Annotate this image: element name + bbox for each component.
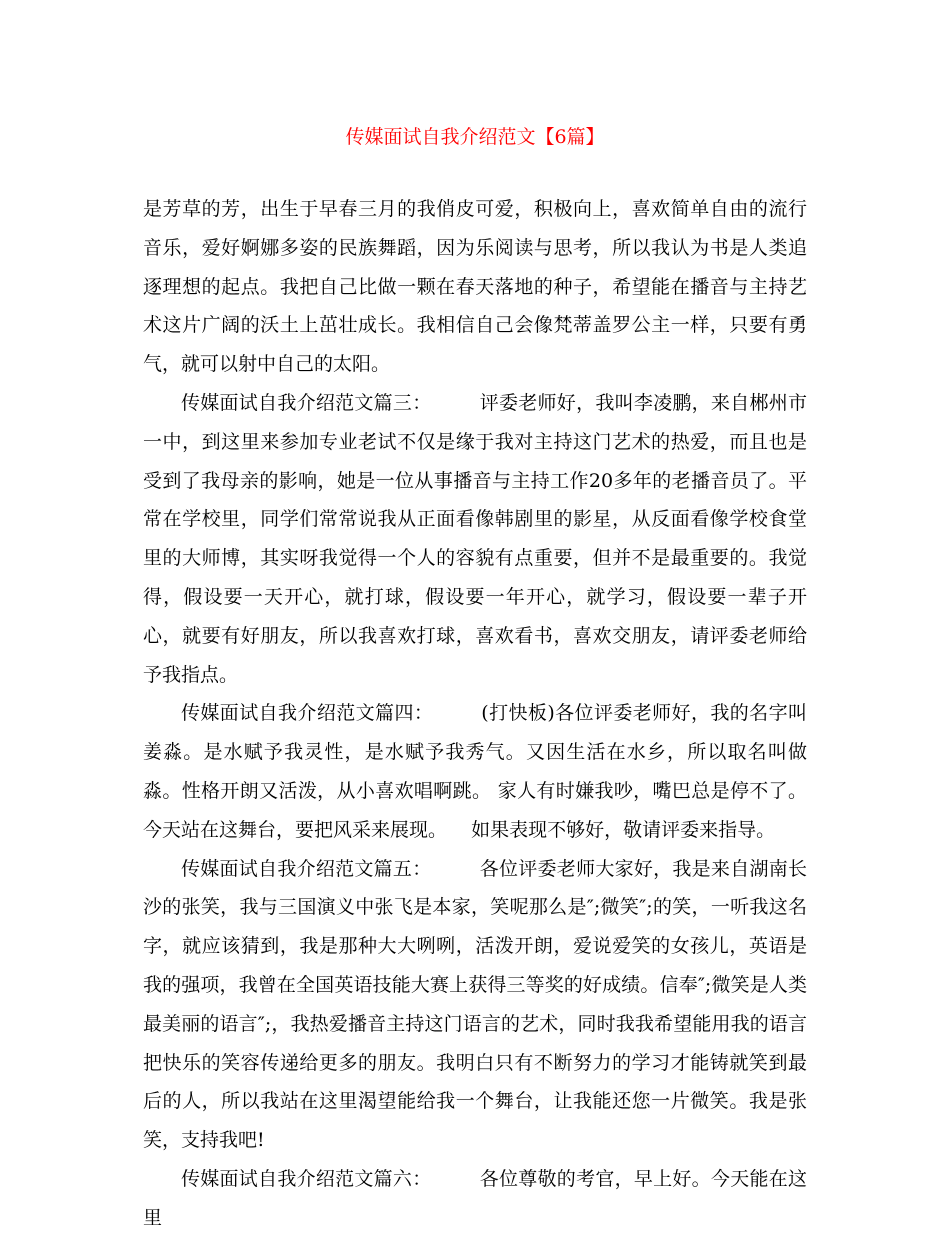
section-heading: 传媒面试自我介绍范文篇三：: [181, 391, 432, 414]
paragraph-text: 评委老师好，我叫李凌鹏，来自郴州市一中，到这里来参加专业老试不仅是缘于我对主持这门艺术的热爱，而且也是受到了我母亲的影响，她是一位从事播音与主持工作20多年的老播音员了。平常在学校里，同学们常常说我从正面看像韩剧里的影星，从反面看像学校食堂里的大师博，其实呀我觉得一个人的容貌有点重要，但并不是最重要的。我觉得，假设要一天开心，就打球，假设要一年开心，就学习，假设要一辈子开心，就要有好朋友，所以我喜欢打球，喜欢看书，喜欢交朋友，请评委老师给予我指点。: [143, 391, 807, 686]
section-heading: 传媒面试自我介绍范文篇五：: [181, 857, 432, 880]
paragraph-text: 各位评委老师大家好，我是来自湖南长沙的张笑，我与三国演义中张飞是本家，笑呢那么是″;微笑″;的笑，一听我这名字，就应该猜到，我是那种大大咧咧，活泼开朗，爱说爱笑的女孩儿，英语是我的强项，我曾在全国英语技能大赛上获得三等奖的好成绩。信奉″;微笑是人类最美丽的语言″;，我热爱播音主持这门语言的艺术，同时我我希望能用我的语言把快乐的笑容传递给更多的朋友。我明白只有不断努力的学习才能铸就笑到最后的人，所以我站在这里渴望能给我一个舞台，让我能还您一片微笑。我是张笑，支持我吧!: [143, 857, 807, 1152]
paragraph-intro-continued: [143, 190, 807, 384]
paragraph-part-four: [143, 694, 814, 849]
paragraph-part-six: [143, 1160, 807, 1238]
section-heading: 传媒面试自我介绍范文篇六：: [181, 1167, 432, 1190]
document-title: 传媒面试自我介绍范文【6篇】: [345, 126, 605, 148]
paragraph-text: (打快板)各位评委老师好，我的名字叫姜淼。是水赋予我灵性，是水赋予我秀气。又因生活在水乡，所以取名叫做淼。性格开朗又活泼，从小喜欢唱啊跳。 家人有时嫌我吵，嘴巴总是停不了。 今天站在这舞台，要把风采来展现。 如果表现不够好，敬请评委来指导。: [143, 702, 814, 841]
document-body: [143, 190, 814, 1238]
section-heading: 传媒面试自我介绍范文篇四：: [181, 702, 434, 725]
paragraph-part-five: [143, 850, 807, 1160]
paragraph-text: 各位尊敬的考官，早上好。今天能在这里: [143, 1167, 807, 1229]
paragraph-text: 是芳草的芳，出生于早春三月的我俏皮可爱，积极向上，喜欢简单自由的流行音乐，爱好婀娜多姿的民族舞蹈，因为乐阅读与思考，所以我认为书是人类追逐理想的起点。我把自己比做一颗在春天落地的种子，希望能在播音与主持艺术这片广阔的沃土上茁壮成长。我相信自己会像梵蒂盖罗公主一样，只要有勇气，就可以射中自己的太阳。: [143, 198, 807, 376]
paragraph-part-three: [143, 384, 807, 694]
